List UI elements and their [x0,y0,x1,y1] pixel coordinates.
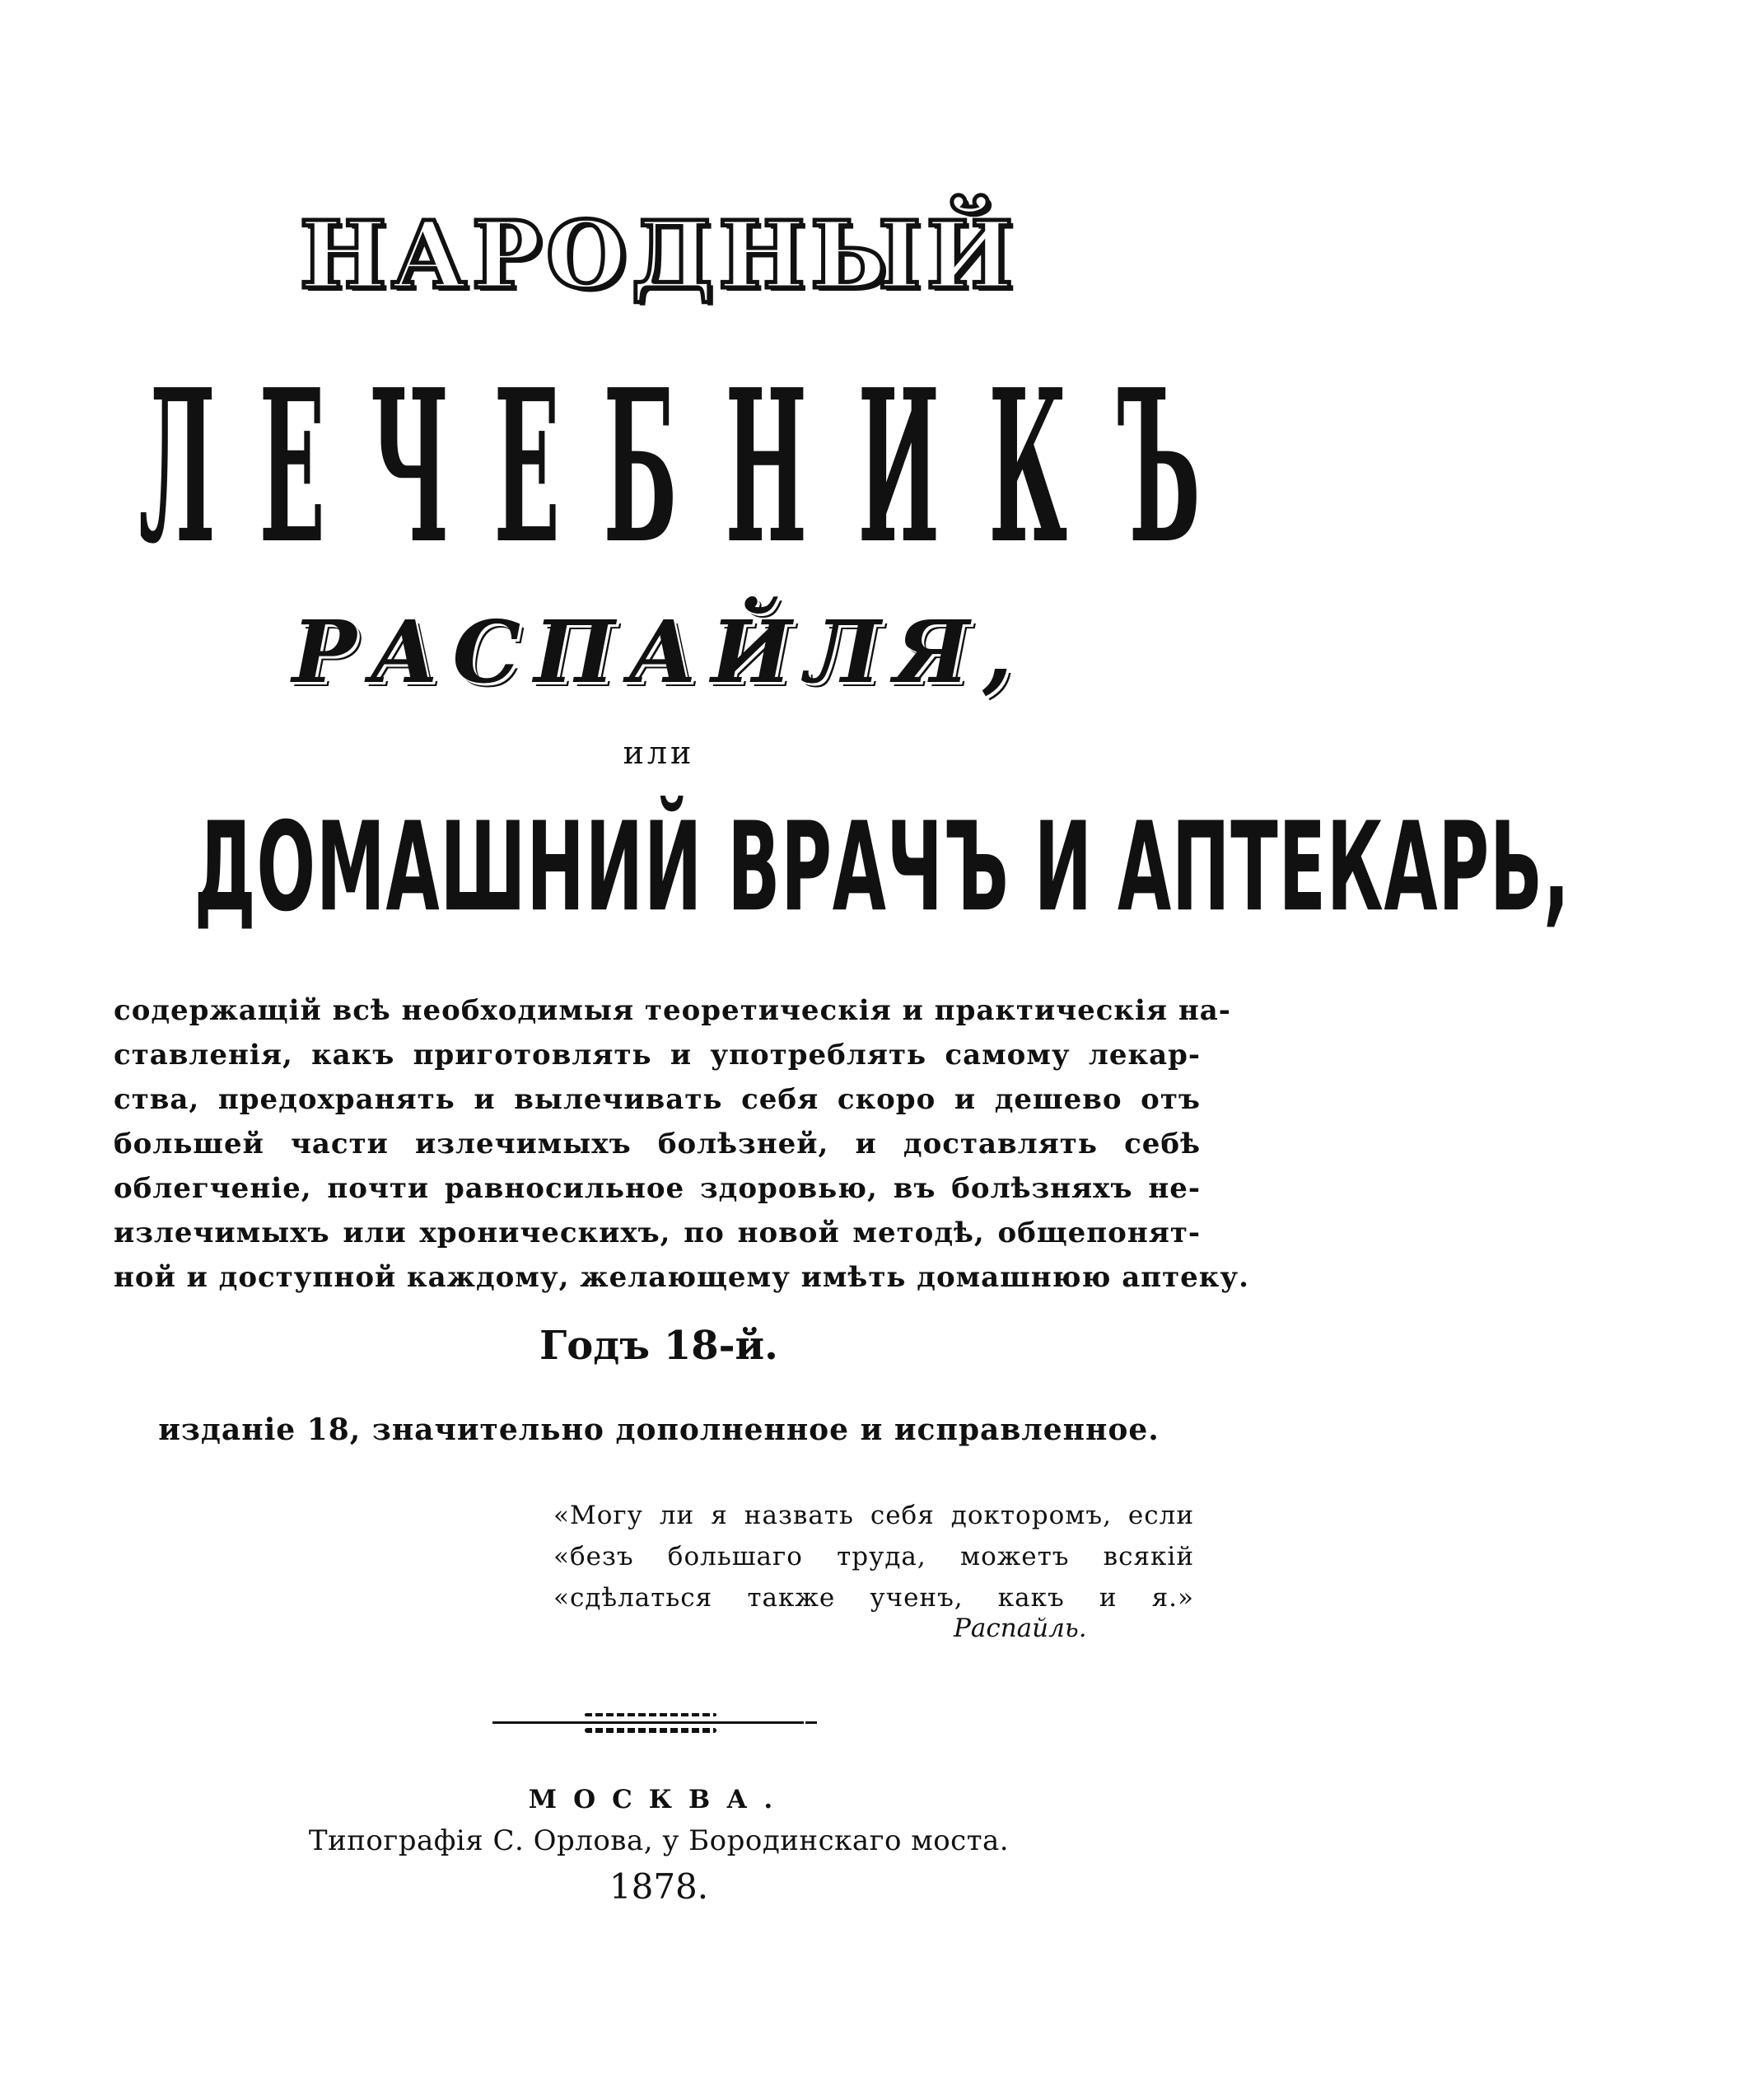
edition-label: изданіе 18, значительно дополненное и исправленное. [158,1413,1160,1447]
title-letter: Е [259,343,326,591]
title-letter: Б [603,343,678,591]
epigraph-author: Распайль. [954,1613,1087,1643]
year-label: Годъ 18-й. [539,1323,778,1369]
description-line: ства, предохранять и вылечивать себя скоро и дешево отъ [114,1083,1201,1116]
title-letter: И [857,343,940,591]
description-line: содержащій всѣ необходимыя теоретическія и практическія на- [114,994,1231,1027]
imprint-year: 1878. [609,1866,709,1907]
title-letter: Ч [370,343,450,591]
title-line-2 [115,343,1211,591]
title-line-4: или [623,735,695,771]
epigraph-line: «Могу ли я назвать себя докторомъ, если [553,1501,1194,1530]
divider-rule [492,1721,804,1724]
imprint-city: МОСКВА. [528,1785,790,1814]
divider-ornament [585,1728,716,1733]
title-line-1: НАРОДНЫЙ [299,202,1019,310]
title-line-5 [0,796,1570,940]
title-letter: Е [493,343,561,591]
epigraph-line: «сдѣлаться также ученъ, какъ и я.» [553,1583,1194,1613]
description-line: ной и доступной каждому, желающему имѣть домашнюю аптеку. [114,1261,1249,1294]
divider-ornament [585,1713,716,1716]
title-letter: К [988,343,1068,591]
divider-tail [805,1721,817,1724]
title-line-3: РАСПАЙЛЯ, [292,601,1026,703]
title-letter: Л [138,343,216,591]
description-line: большей части излечимыхъ болѣзней, и доставлять себѣ [114,1128,1201,1160]
description-line: облегченіе, почти равносильное здоровью, въ болѣзняхъ не- [114,1172,1201,1205]
description-line: ставленія, какъ приготовлять и употреблять самому лекар- [114,1039,1201,1072]
title-letter: Ъ [1117,343,1201,591]
subtitle-main: ДОМАШНИЙ ВРАЧЪ И АПТЕКАРЬ, [194,796,1570,940]
ornamental-divider [492,1711,805,1736]
title-letter: Н [725,343,808,591]
epigraph-line: «безъ большаго труда, можетъ всякій [553,1542,1194,1571]
description-paragraph [114,988,1249,1300]
imprint-printer: Типографія С. Орлова, у Бородинскаго моста. [308,1824,1010,1857]
epigraph [553,1495,1194,1618]
description-line: излечимыхъ или хроническихъ, по новой методѣ, общепонят- [114,1216,1201,1249]
